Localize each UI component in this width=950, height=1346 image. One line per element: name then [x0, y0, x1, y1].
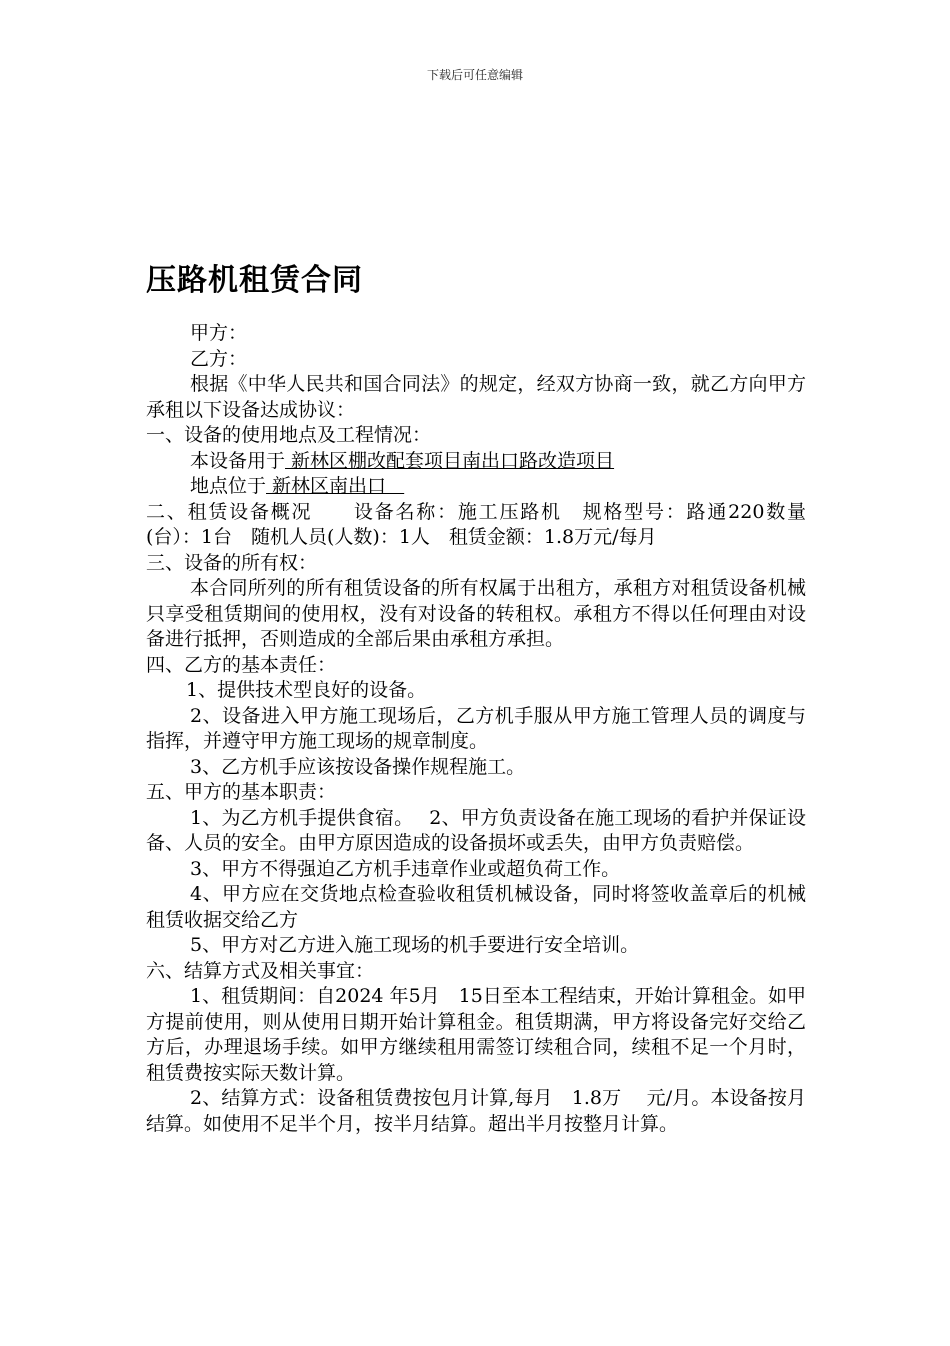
party-b-line: 乙方：: [190, 347, 248, 370]
section-2-paragraph: 二、租赁设备概况 设备名称：施工压路机 规格型号：路通220数量(台）：1台 随机人员(人数)：1人 租赁金额：1.8万元/每月: [146, 500, 806, 548]
section-6-item: 1、租赁期间：自2024 年5月 15日至本工程结束，开始计算租金。如甲方提前使用，则从使用日期开始计算租金。租赁期满，甲方将设备完好交给乙方后，办理退场手续。如甲方继续租用需签订续租合同，续租不足一个月时，租赁费按实际天数计算。: [146, 985, 806, 1084]
section-5-heading: 五、甲方的基本职责：: [146, 781, 337, 803]
document-title: 压路机租赁合同: [146, 263, 363, 298]
section-5-item: 1、为乙方机手提供食宿。 2、甲方负责设备在施工现场的看护并保证设备、人员的安全。由甲方原因造成的设备损坏或丢失，由甲方负责赔偿。: [146, 806, 806, 854]
section-5-item: 3、甲方不得强迫乙方机手违章作业或超负荷工作。: [190, 857, 621, 880]
header-note: 下载后可任意编辑: [426, 68, 523, 82]
section-5-item: 5、甲方对乙方进入施工现场的机手要进行安全培训。: [190, 934, 640, 956]
equipment-use-line: [146, 449, 806, 475]
section-1-heading: 一、设备的使用地点及工程情况：: [146, 424, 432, 446]
section-4-item: 2、设备进入甲方施工现场后，乙方机手服从甲方施工管理人员的调度与指挥，并遵守甲方施工现场的规章制度。: [146, 704, 806, 752]
intro-paragraph: 根据《中华人民共和国合同法》的规定，经双方协商一致，就乙方向甲方承租以下设备达成协议：: [146, 373, 806, 421]
equipment-use-label: 本设备用于: [190, 449, 286, 472]
section-6-heading: 六、结算方式及相关事宜：: [146, 959, 375, 982]
section-3-body: 本合同所列的所有租赁设备的所有权属于出租方，承租方对租赁设备机械只享受租赁期间的使用权，没有对设备的转租权。承租方不得以任何理由对设备进行抵押，否则造成的全部后果由承租方承担。: [146, 577, 806, 650]
section-4-item: 1、提供技术型良好的设备。: [186, 679, 427, 701]
section-5-item: 4、甲方应在交货地点检查验收租赁机械设备，同时将签收盖章后的机械租赁收据交给乙方: [146, 883, 806, 931]
location-line: [146, 474, 806, 500]
section-6-item: 2、结算方式：设备租赁费按包月计算,每月 1.8万 元/月。本设备按月结算。如使用不足半个月，按半月结算。超出半月按整月计算。: [146, 1087, 806, 1135]
contract-body: [146, 321, 806, 1137]
location-value: 新林区南出口: [266, 475, 405, 497]
section-4-item: 3、乙方机手应该按设备操作规程施工。: [190, 755, 526, 778]
equipment-use-value: 新林区棚改配套项目南出口路改造项目: [285, 449, 615, 472]
party-a-line: 甲方：: [190, 322, 248, 344]
section-3-heading: 三、设备的所有权：: [146, 551, 318, 574]
location-label: 地点位于: [190, 475, 267, 497]
section-4-heading: 四、乙方的基本责任：: [146, 653, 337, 676]
